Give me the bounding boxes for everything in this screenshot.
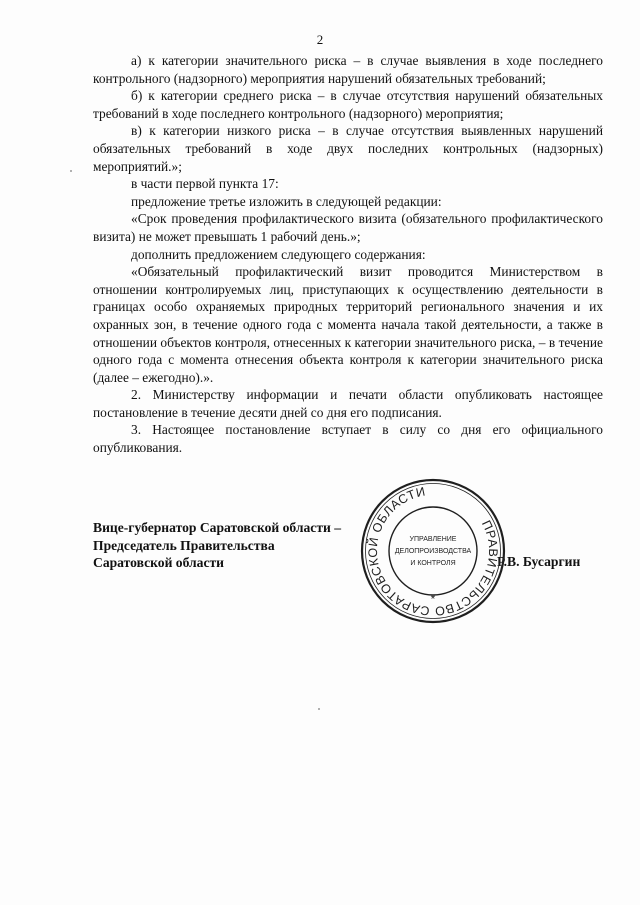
stamp-inner-line1: УПРАВЛЕНИЕ	[409, 536, 457, 543]
page-number: 2	[316, 32, 324, 47]
paragraph-visit-term: «Срок проведения профилактического визита (обязательного профилактического визита) не может превышать 1 рабочий день.»;	[93, 211, 603, 244]
paragraph-mandatory-visit: «Обязательный профилактический визит проводится Министерством в отношении контролируемых лиц, приступающих к осуществлению деятельности в границах особо охраняемых природных территорий регионального значения и их охранных зон, в течение одного года с момента начала такой деятельности, а также в отношении объектов контроля, отнесенных к категории значительного риска, – в течение одного года с момента отнесения объекта контроля к категории значительного риска (далее – ежегодно).».	[93, 264, 603, 385]
signatory-position-line3: Саратовской области	[93, 555, 225, 570]
paragraph-item-b: б) к категории среднего риска – в случае отсутствия нарушений обязательных требований в ходе последнего контрольного (надзорного) мероприятия;	[93, 88, 603, 121]
paragraph-effective-date: 3. Настоящее постановление вступает в силу со дня его официального опубликования.	[93, 422, 603, 456]
paragraph-supplement: дополнить предложением следующего содержания:	[131, 246, 426, 262]
signature-block	[93, 519, 383, 572]
signatory-position-line1: Вице-губернатор Саратовской области –	[93, 520, 342, 535]
signatory-name: Р.В. Бусаргин	[497, 554, 581, 569]
scan-speck	[70, 170, 72, 172]
signatory-position-line2: Председатель Правительства	[93, 537, 275, 553]
paragraph-sentence-three: предложение третье изложить в следующей редакции:	[131, 193, 442, 209]
document-body	[93, 52, 603, 457]
paragraph-item-a: а) к категории значительного риска – в случае выявления в ходе последнего контрольного (надзорного) мероприятия нарушений обязательных требований;	[93, 53, 603, 86]
stamp-outer-text: ПРАВИТЕЛЬСТВО САРАТОВСКОЙ ОБЛАСТИ	[365, 484, 501, 619]
official-stamp	[358, 476, 508, 626]
stamp-star: *	[430, 592, 436, 606]
paragraph-point-17: в части первой пункта 17:	[131, 176, 279, 192]
stamp-inner-line3: И КОНТРОЛЯ	[410, 560, 456, 567]
paragraph-item-v: в) к категории низкого риска – в случае отсутствия выявленных нарушений обязательных требований в ходе двух последних контрольных (надзорных) мероприятий.»;	[93, 123, 603, 174]
paragraph-publication: 2. Министерству информации и печати области опубликовать настоящее постановление в течение десяти дней со дня его подписания.	[93, 387, 603, 420]
stamp-inner-line2: ДЕЛОПРОИЗВОДСТВА	[394, 548, 472, 555]
scan-speck	[318, 708, 320, 710]
